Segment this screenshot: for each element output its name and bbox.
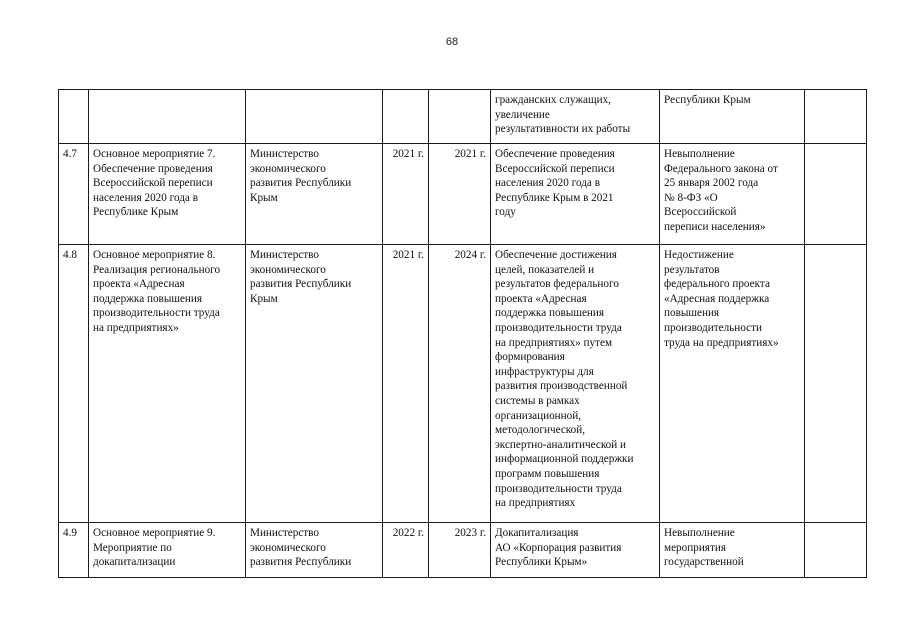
end-year-cell: 2021 г. (429, 144, 491, 245)
link-cell (805, 90, 867, 144)
expected-result-cell: гражданских служащих, увеличение результативности их работы (491, 90, 660, 144)
executor-cell: Министерство экономического развития Республики (246, 523, 383, 578)
activity-name-cell: Основное мероприятие 8. Реализация регионального проекта «Адресная поддержка повышения производительности труда на предприятиях» (89, 245, 246, 523)
row-number-cell: 4.7 (59, 144, 89, 245)
executor-cell: Министерство экономического развития Республики Крым (246, 144, 383, 245)
expected-result-cell: Обеспечение проведения Всероссийской переписи населения 2020 года в Республике Крым в 2021 году (491, 144, 660, 245)
table-row (59, 90, 867, 144)
row-number-cell: 4.9 (59, 523, 89, 578)
start-year-cell: 2021 г. (383, 245, 429, 523)
executor-cell: Министерство экономического развития Республики Крым (246, 245, 383, 523)
start-year-cell (383, 90, 429, 144)
end-year-cell (429, 90, 491, 144)
risk-cell: Республики Крым (660, 90, 805, 144)
link-cell (805, 523, 867, 578)
activity-name-cell (89, 90, 246, 144)
risk-cell: Недостижение результатов федерального проекта «Адресная поддержка повышения производительности труда на предприятиях» (660, 245, 805, 523)
end-year-cell: 2023 г. (429, 523, 491, 578)
table-row (59, 245, 867, 523)
row-number-cell (59, 90, 89, 144)
expected-result-cell: Обеспечение достижения целей, показателей и результатов федерального проекта «Адресная поддержка повышения производительности труда на предприятиях» путем формирования инфраструктуры для развития производственной системы в рамках организационной, методологической, экспертно-аналитической и информационной поддержки программ повышения производительности труда на предприятиях (491, 245, 660, 523)
table-row (59, 144, 867, 245)
row-number-cell: 4.8 (59, 245, 89, 523)
page-number: 68 (445, 36, 459, 48)
activity-name-cell: Основное мероприятие 7. Обеспечение проведения Всероссийской переписи населения 2020 года в Республике Крым (89, 144, 246, 245)
risk-cell: Невыполнение Федерального закона от 25 января 2002 года № 8-ФЗ «О Всероссийской переписи населения» (660, 144, 805, 245)
start-year-cell: 2022 г. (383, 523, 429, 578)
link-cell (805, 144, 867, 245)
activity-name-cell: Основное мероприятие 9. Мероприятие по докапитализации (89, 523, 246, 578)
table-row (59, 523, 867, 578)
link-cell (805, 245, 867, 523)
start-year-cell: 2021 г. (383, 144, 429, 245)
activities-table (58, 89, 867, 578)
expected-result-cell: Докапитализация АО «Корпорация развития Республики Крым» (491, 523, 660, 578)
risk-cell: Невыполнение мероприятия государственной (660, 523, 805, 578)
executor-cell (246, 90, 383, 144)
end-year-cell: 2024 г. (429, 245, 491, 523)
